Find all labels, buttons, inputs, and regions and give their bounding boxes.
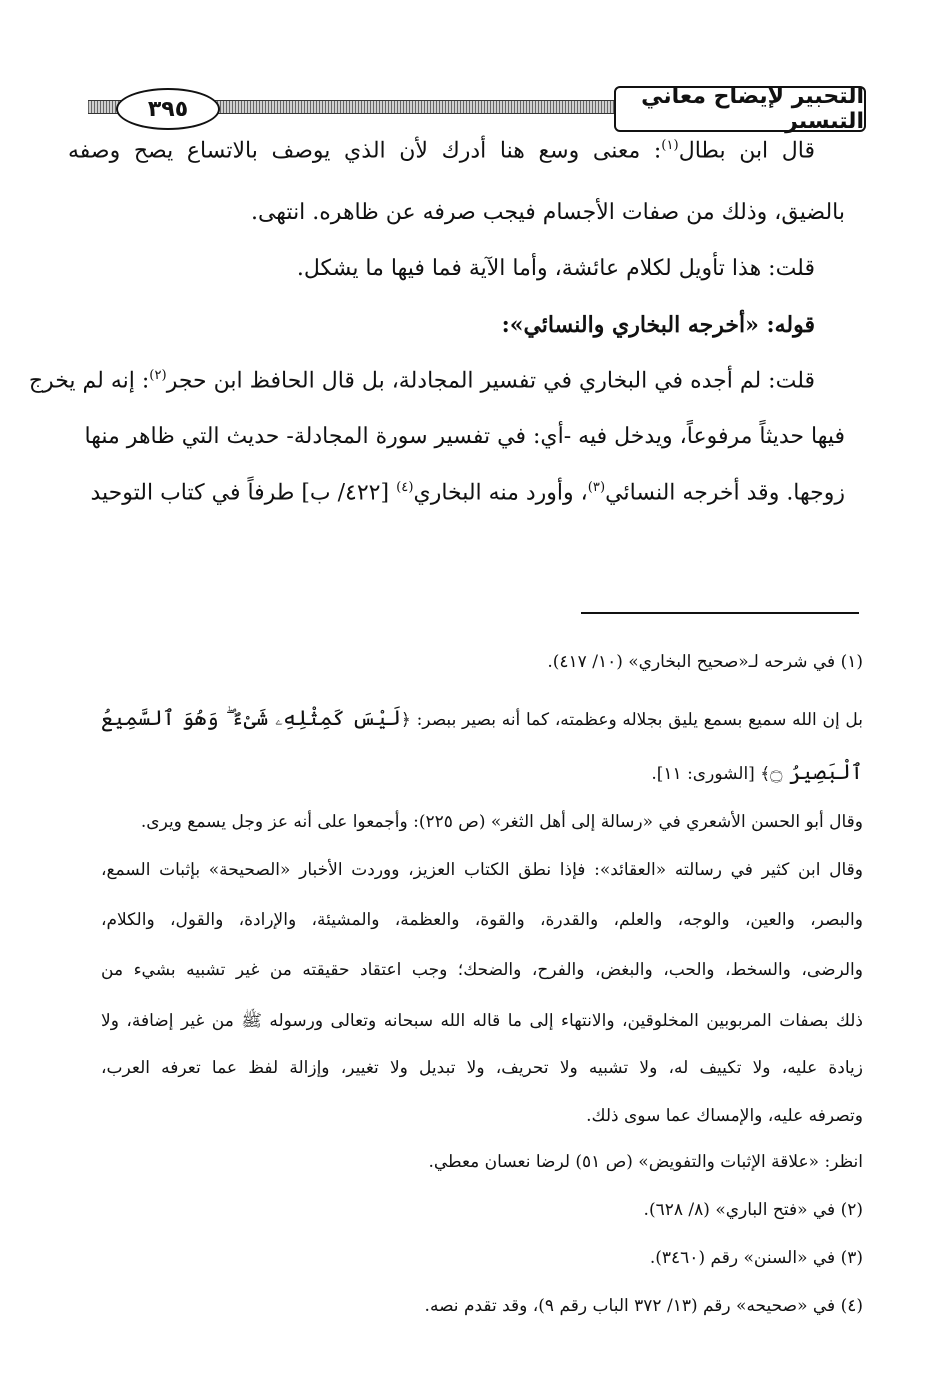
footnote-1-line-h: ذلك بصفات المربوبين المخلوقين، والانتهاء إلى ما قاله الله سبحانه وتعالى ورسوله ﷺ من غير إضافة، ولا	[101, 1011, 863, 1031]
footnote-separator	[581, 612, 859, 614]
body-line-5-start: قلت: لم أجده في البخاري في تفسير المجادلة، بل قال الحافظ ابن حجر	[166, 368, 815, 394]
body-line-5	[28, 368, 845, 394]
footnote-3: (٣) في «السنن» رقم (٣٤٦٠).	[649, 1248, 863, 1268]
footnote-ref-4: (٤)	[396, 480, 414, 495]
footnote-4: (٤) في «صحيحه» رقم (١٣/ ٣٧٢ الباب رقم ٩)، وقد تقدم نصه.	[424, 1296, 863, 1316]
footnote-1-line-b-text: بل إن الله سميع بسمع يليق بجلاله وعظمته، كما أنه بصير ببصر: ﴿	[400, 710, 863, 730]
footnote-2: (٢) في «فتح الباري» (٨/ ٦٢٨).	[643, 1200, 863, 1220]
footnote-ref-2: (٢)	[149, 368, 167, 383]
footnote-1-line-d: وقال أبو الحسن الأشعري في «رسالة إلى أهل الثغر» (ص ٢٢٥): وأجمعوا على أنه عز وجل يسمع ويرى.	[140, 812, 863, 832]
footnote-1-line-b	[101, 706, 863, 731]
body-line-1	[68, 138, 845, 163]
footnote-1-line-c-text: ﴾ [الشورى: ١١].	[651, 764, 771, 784]
footnote-1-line-e: وقال ابن كثير في رسالته «العقائد»: فإذا نطق الكتاب العزيز، ووردت الأخبار «الصحيحة» بإثبات السمع،	[101, 860, 863, 880]
body-line-1-start: قال ابن بطال	[678, 138, 816, 164]
page-number: ٣٩٥	[116, 88, 220, 130]
body-line-7	[90, 480, 845, 506]
footnote-1-line-f: والبصر، والعين، والوجه، والعلم، والقدرة، والقوة، والعظمة، والمشيئة، والإرادة، والقول، والكلام،	[101, 910, 863, 930]
footnote-1-line-i: زيادة عليه، ولا تكييف له، ولا تشبيه ولا تحريف، ولا تبديل ولا تغيير، وإزالة لفظ عما تعرفه العرب،	[101, 1058, 863, 1078]
footnote-1-line-k: انظر: «علاقة الإثبات والتفويض» (ص ٥١) لرضا نعسان معطي.	[428, 1152, 863, 1172]
footnote-1-line-j: وتصرفه عليه، والإمساك عما سوى ذلك.	[586, 1106, 863, 1126]
book-title: التحبير لإيضاح معاني التيسير	[614, 86, 866, 132]
body-line-1-rest: : معنى وسع هنا أدرك لأن الذي يوصف بالاتساع يصح وصفه	[68, 138, 662, 164]
footnote-ref-1: (١)	[661, 138, 679, 153]
footnote-ref-3: (٣)	[587, 480, 606, 495]
body-line-2: بالضيق، وذلك من صفات الأجسام فيجب صرفه عن ظاهره. انتهى.	[250, 200, 845, 225]
body-line-5-rest: : إنه لم يخرج	[28, 368, 150, 394]
body-line-3: قلت: هذا تأويل لكلام عائشة، وأما الآية فما فيها ما يشكل.	[296, 256, 815, 281]
running-header	[88, 82, 866, 132]
body-line-4: قوله: «أخرجه البخاري والنسائي»:	[501, 312, 815, 338]
quran-verse-part-2: ٱلْبَصِيرُ ۝	[770, 760, 863, 784]
body-line-7-rest: [٤٢٢/ ب] طرفاً في كتاب التوحيد	[90, 480, 397, 506]
body-line-7-start: زوجها. وقد أخرجه النسائي	[605, 480, 845, 506]
body-line-7-mid: ، وأورد منه البخاري	[413, 480, 588, 506]
footnote-1-line-g: والرضى، والسخط، والحب، والبغض، والفرح، والضحك؛ وجب اعتقاد حقيقته من غير تشبيه بشيء من	[101, 960, 863, 980]
body-line-6: فيها حديثاً مرفوعاً، ويدخل فيه -أي: في تفسير سورة المجادلة- حديث التي ظاهر منها	[84, 424, 845, 449]
footnote-1: (١) في شرحه لـ«صحيح البخاري» (١٠/ ٤١٧).	[547, 652, 863, 672]
quran-verse-part-1: لَيْسَ كَمِثْلِهِۦ شَىْءٌ ۖ وَهُوَ ٱلسَّمِيعُ	[101, 706, 401, 730]
footnote-1-line-c	[101, 760, 863, 784]
